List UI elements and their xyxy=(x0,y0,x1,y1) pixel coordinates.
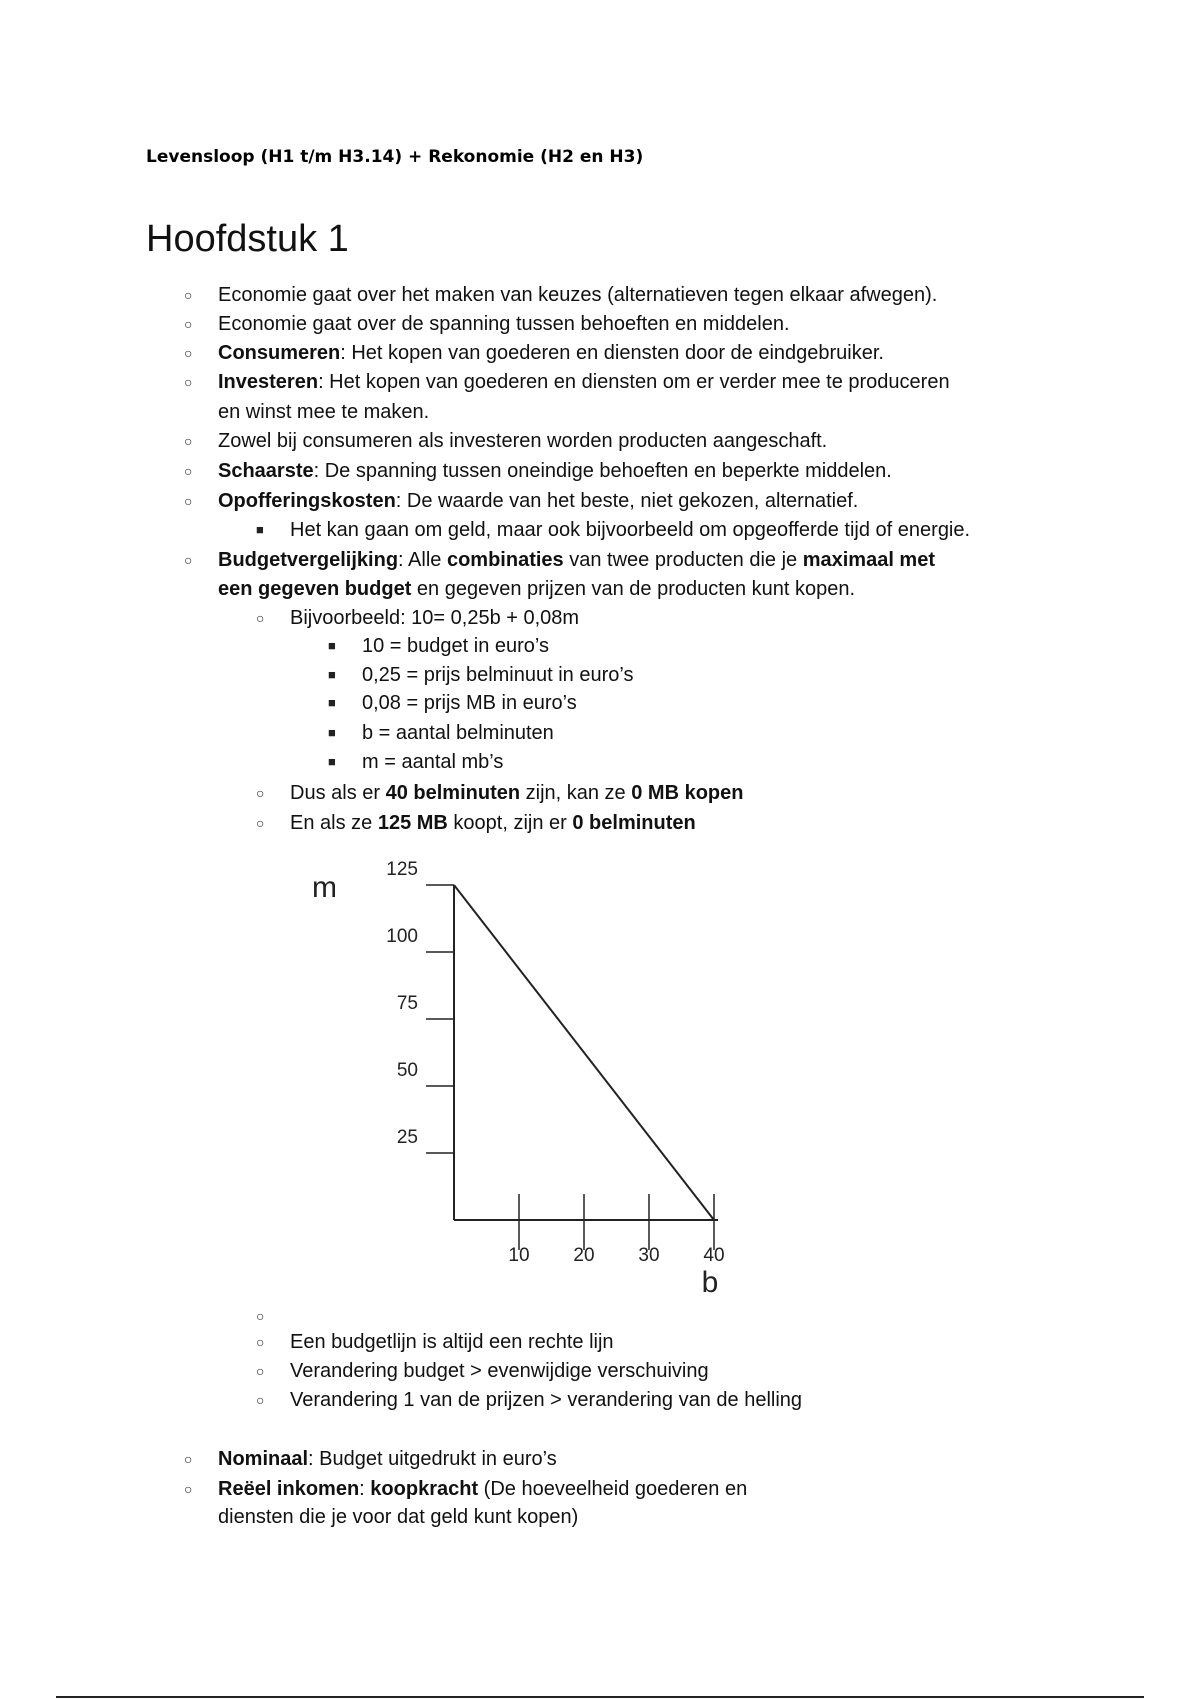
y-tick-label: 100 xyxy=(386,926,418,947)
hollow-circle-bullet-icon: ○ xyxy=(184,1451,193,1467)
hollow-circle-bullet-icon: ○ xyxy=(184,345,193,361)
document-header: Levensloop (H1 t/m H3.14) + Rekonomie (H2 en H3) xyxy=(146,147,644,167)
square-bullet-icon: ■ xyxy=(328,638,336,653)
list-item: Consumeren: Het kopen van goederen en diensten door de eindgebruiker. xyxy=(218,342,884,364)
list-item: Budgetvergelijking: Alle combinaties van twee producten die je maximaal met xyxy=(218,549,935,571)
hollow-circle-bullet-icon: ○ xyxy=(184,287,193,303)
hollow-circle-bullet-icon: ○ xyxy=(184,433,193,449)
term: Reëel inkomen xyxy=(218,1478,360,1500)
chapter-title: Hoofdstuk 1 xyxy=(146,218,349,260)
term: Opofferingskosten xyxy=(218,490,396,512)
list-item: Opofferingskosten: De waarde van het beste, niet gekozen, alternatief. xyxy=(218,490,859,512)
hollow-circle-bullet-icon: ○ xyxy=(184,316,193,332)
hollow-circle-bullet-icon: ○ xyxy=(184,463,193,479)
hollow-circle-bullet-icon: ○ xyxy=(256,1334,265,1350)
list-item: Zowel bij consumeren als investeren worden producten aangeschaft. xyxy=(218,430,828,452)
x-axis-label: b xyxy=(701,1266,719,1295)
list-item: Dus als er 40 belminuten zijn, kan ze 0 MB kopen xyxy=(290,782,744,804)
term: Investeren xyxy=(218,371,319,393)
y-tick-label: 75 xyxy=(396,993,418,1014)
page-bottom-rule xyxy=(56,1696,1144,1698)
term: Nominaal xyxy=(218,1448,309,1470)
hollow-circle-bullet-icon: ○ xyxy=(184,552,193,568)
list-item: 0,25 = prijs belminuut in euro’s xyxy=(362,664,634,686)
list-item: Investeren: Het kopen van goederen en diensten om er verder mee te produceren xyxy=(218,371,950,393)
hollow-circle-bullet-icon: ○ xyxy=(256,815,265,831)
square-bullet-icon: ■ xyxy=(256,522,264,537)
hollow-circle-bullet-icon: ○ xyxy=(256,610,265,626)
list-item: Bijvoorbeeld: 10= 0,25b + 0,08m xyxy=(290,607,580,629)
list-item: Economie gaat over het maken van keuzes (alternatieven tegen elkaar afwegen). xyxy=(218,284,938,306)
square-bullet-icon: ■ xyxy=(328,725,336,740)
term: Schaarste xyxy=(218,460,314,482)
list-item: Het kan gaan om geld, maar ook bijvoorbeeld om opgeofferde tijd of energie. xyxy=(290,519,971,541)
hollow-circle-bullet-icon: ○ xyxy=(184,374,193,390)
budget-line xyxy=(454,885,714,1220)
square-bullet-icon: ■ xyxy=(328,667,336,682)
list-item: Schaarste: De spanning tussen oneindige behoeften en beperkte middelen. xyxy=(218,460,892,482)
square-bullet-icon: ■ xyxy=(328,754,336,769)
y-axis-label: m xyxy=(312,871,337,904)
y-tick-label: 125 xyxy=(386,859,418,880)
y-tick-label: 25 xyxy=(396,1127,418,1148)
x-tick-label: 40 xyxy=(703,1245,725,1266)
list-item-continuation: een gegeven budget en gegeven prijzen van de producten kunt kopen. xyxy=(218,578,856,600)
list-item-continuation: en winst mee te maken. xyxy=(218,401,430,423)
list-item: Reëel inkomen: koopkracht (De hoeveelheid goederen en xyxy=(218,1478,748,1500)
hollow-circle-bullet-icon: ○ xyxy=(256,1363,265,1379)
list-item: 10 = budget in euro’s xyxy=(362,635,550,657)
hollow-circle-bullet-icon: ○ xyxy=(256,785,265,801)
list-item-continuation: diensten die je voor dat geld kunt kopen) xyxy=(218,1506,579,1528)
list-item: Een budgetlijn is altijd een rechte lijn xyxy=(290,1331,614,1353)
hollow-circle-bullet-icon: ○ xyxy=(256,1392,265,1408)
hollow-circle-bullet-icon: ○ xyxy=(184,1481,193,1497)
term: Consumeren xyxy=(218,342,341,364)
y-tick-label: 50 xyxy=(396,1060,418,1081)
list-item: m = aantal mb’s xyxy=(362,751,504,773)
term: Budgetvergelijking xyxy=(218,549,399,571)
x-tick-label: 30 xyxy=(638,1245,660,1266)
list-item: Verandering budget > evenwijdige verschuiving xyxy=(290,1360,709,1382)
hollow-circle-bullet-icon: ○ xyxy=(256,1308,265,1324)
hollow-circle-bullet-icon: ○ xyxy=(184,493,193,509)
list-item: b = aantal belminuten xyxy=(362,722,554,744)
square-bullet-icon: ■ xyxy=(328,695,336,710)
budget-line-chart xyxy=(290,845,750,1295)
list-item: Nominaal: Budget uitgedrukt in euro’s xyxy=(218,1448,557,1470)
list-item: 0,08 = prijs MB in euro’s xyxy=(362,692,577,714)
list-item: Economie gaat over de spanning tussen behoeften en middelen. xyxy=(218,313,790,335)
list-item: Verandering 1 van de prijzen > verandering van de helling xyxy=(290,1389,803,1411)
x-tick-label: 10 xyxy=(508,1245,530,1266)
x-tick-label: 20 xyxy=(573,1245,595,1266)
list-item: En als ze 125 MB koopt, zijn er 0 belminuten xyxy=(290,812,696,834)
